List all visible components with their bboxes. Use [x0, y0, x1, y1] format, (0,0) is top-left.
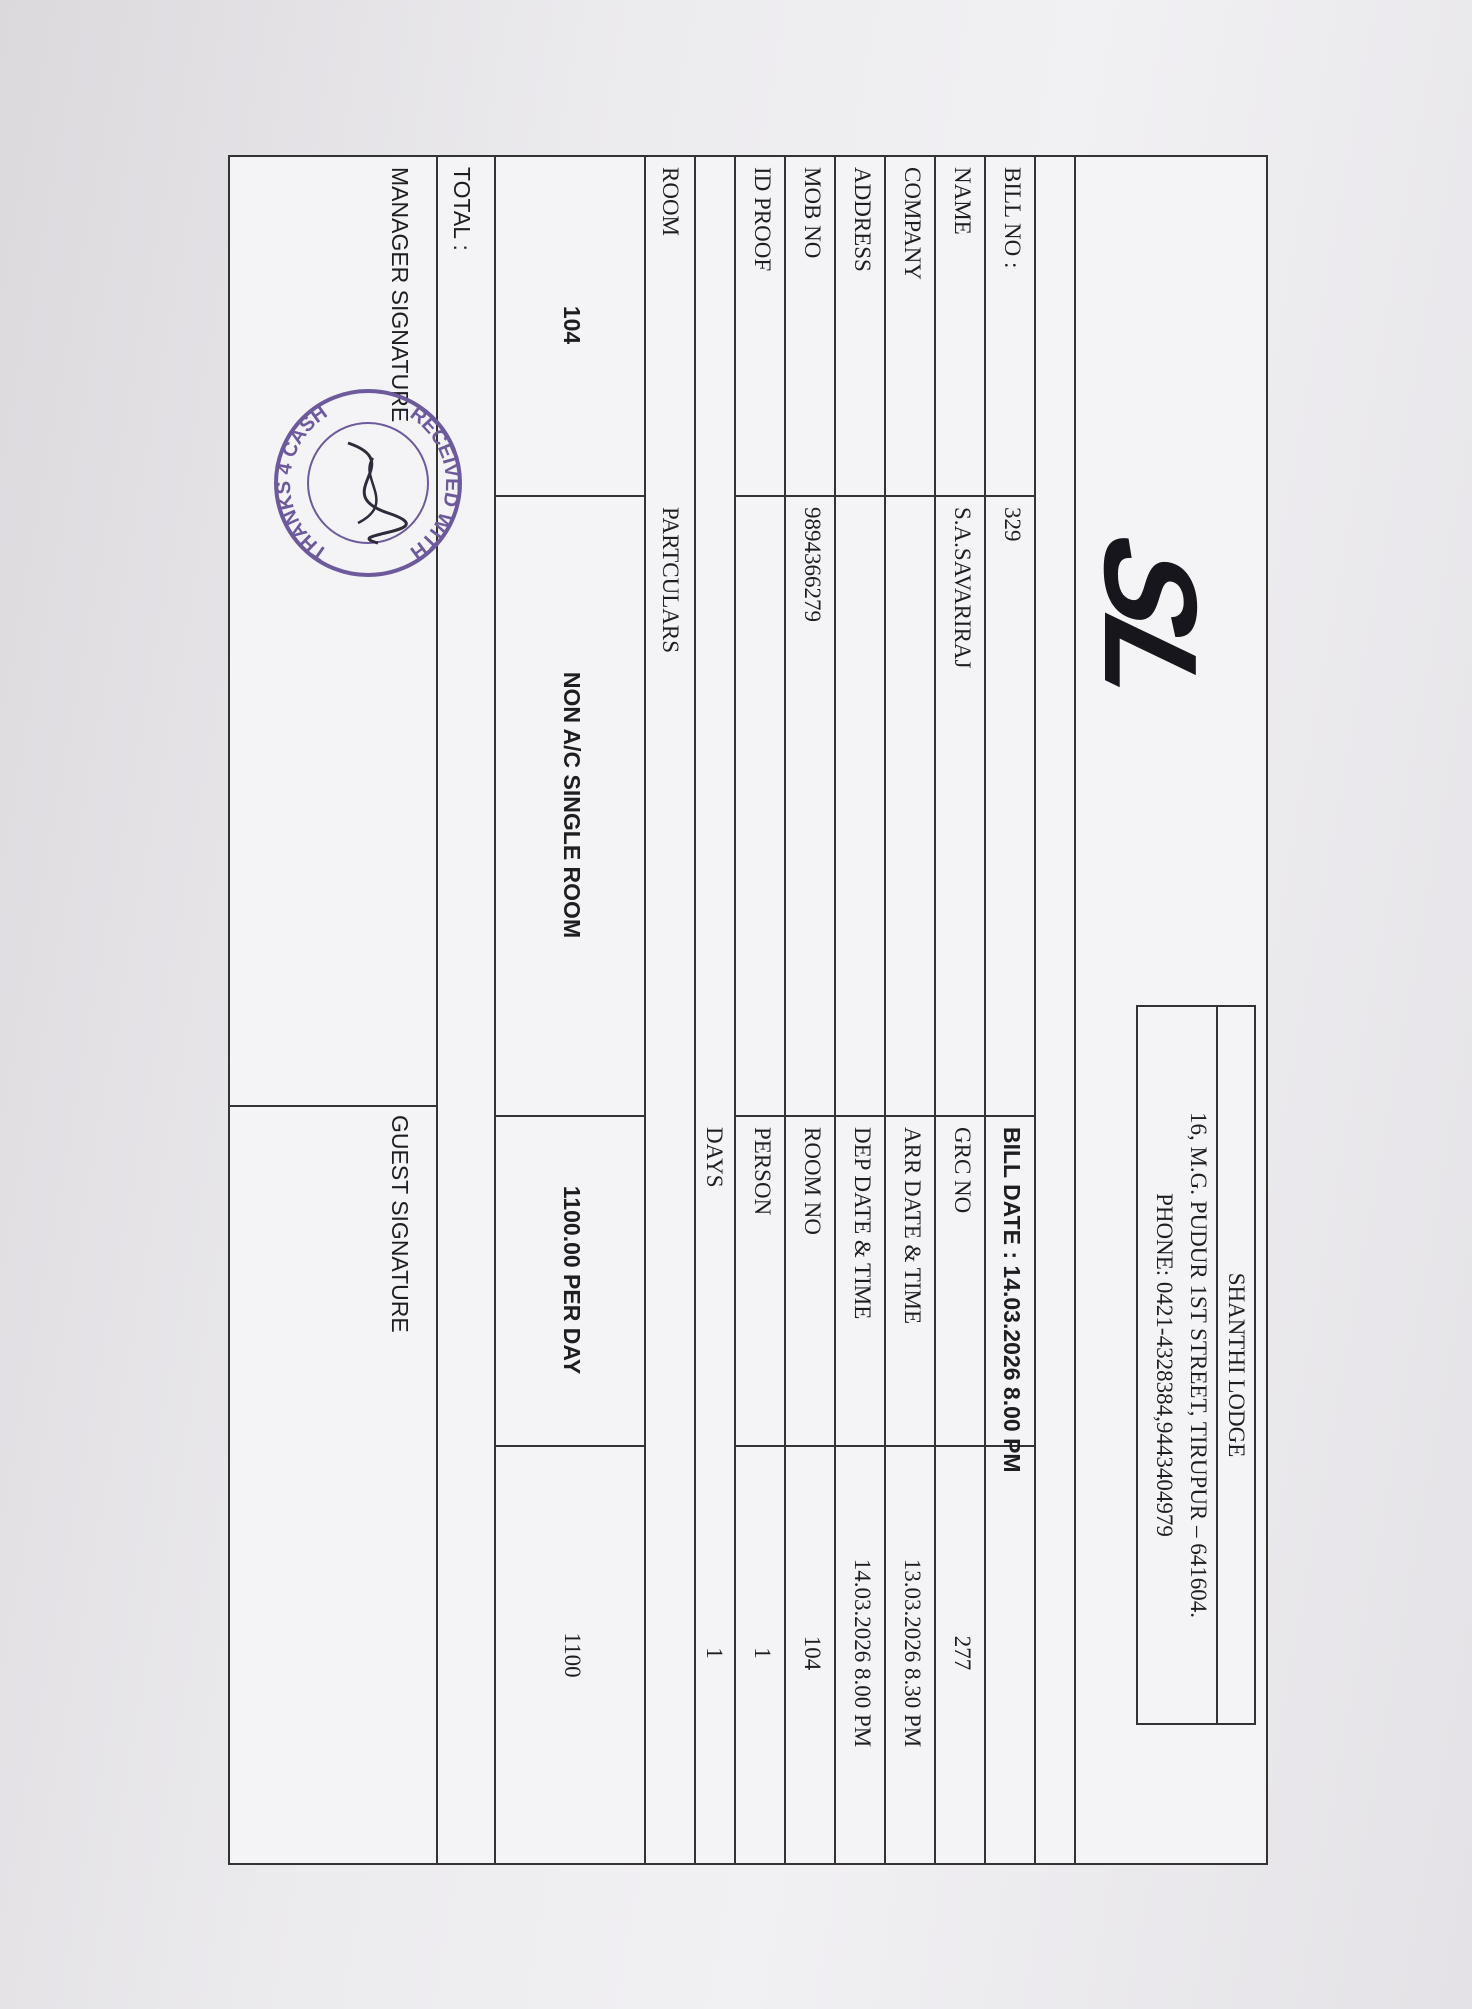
room-description: NON A/C SINGLE ROOM [559, 671, 585, 939]
stamp-top-text: RECEIVED WITH [405, 402, 464, 564]
guest-signature-label: GUEST SIGNATURE [387, 1115, 413, 1333]
bill-col-line [736, 1115, 1036, 1117]
bill-date: BILL DATE : 14.03.2026 8.00 PM [999, 1127, 1025, 1473]
total-label: TOTAL : [449, 167, 475, 251]
room-no-value: 104 [800, 1635, 825, 1671]
days-label: DAYS [702, 1127, 727, 1188]
sl-logo: SL [1077, 522, 1224, 717]
arr-label: ARR DATE & TIME [900, 1127, 925, 1324]
bill-no-value: 329 [1000, 507, 1025, 542]
lodge-name: SHANTHI LODGE [1224, 1272, 1249, 1458]
handwritten-signature-stroke [358, 458, 376, 523]
lodge-info-divider [1216, 1005, 1218, 1725]
signature-divider [228, 1105, 438, 1107]
id-proof-label: ID PROOF [750, 167, 775, 272]
room-rate: 1100.00 PER DAY [559, 1185, 585, 1375]
particulars-bottom-line [494, 155, 496, 1865]
particulars-header: PARTCULARS [658, 507, 683, 654]
bill-row-line [784, 155, 786, 1865]
address-label: ADDRESS [850, 167, 875, 272]
svg-text:THANKS 4 CASH [273, 402, 332, 565]
lodge-address: 16, M.G. PUDUR 1ST STREET, TIRUPUR – 641604. [1186, 1111, 1211, 1619]
svg-text:RECEIVED WITH [406, 403, 463, 564]
stamp-bottom-text: THANKS 4 CASH [272, 401, 332, 565]
room-header: ROOM [658, 167, 683, 237]
arr-value: 13.03.2026 8.30 PM [900, 1558, 925, 1748]
bill-col-line [736, 495, 1036, 497]
particulars-header-line [644, 155, 646, 1865]
mob-value: 9894366279 [800, 507, 825, 622]
name-value: S.A.SAVARIRAJ [950, 507, 975, 669]
bill-row-line [884, 155, 886, 1865]
lodge-phone: PHONE: 0421-4328384,9443404979 [1152, 1193, 1177, 1537]
dep-label: DEP DATE & TIME [850, 1127, 875, 1320]
manager-signature-label: MANAGER SIGNATURE [387, 167, 413, 423]
bill-row-line [934, 155, 936, 1865]
received-with-thanks-stamp [268, 383, 468, 583]
bill-row-line [734, 155, 736, 1865]
person-value: 1 [750, 1647, 775, 1659]
bill-row-line [834, 155, 836, 1865]
handwritten-signature [348, 443, 406, 543]
room-value: 104 [559, 305, 585, 345]
bill-no-label: BILL NO : [1000, 167, 1025, 269]
grc-value: 277 [950, 1635, 975, 1671]
name-label: NAME [950, 167, 975, 235]
mob-label: MOB NO [800, 167, 825, 259]
bill-row-line [1034, 155, 1036, 1865]
room-no-label: ROOM NO [800, 1127, 825, 1235]
bill-col-line [736, 1445, 1036, 1447]
company-label: COMPANY [900, 167, 925, 280]
room-amount: 1100 [560, 1632, 585, 1678]
days-value: 1 [702, 1647, 727, 1659]
lodge-bill-receipt [228, 155, 1268, 1865]
grc-label: GRC NO [950, 1127, 975, 1214]
bill-row-line [984, 155, 986, 1865]
person-label: PERSON [750, 1127, 775, 1216]
dep-value: 14.03.2026 8.00 PM [850, 1558, 875, 1748]
